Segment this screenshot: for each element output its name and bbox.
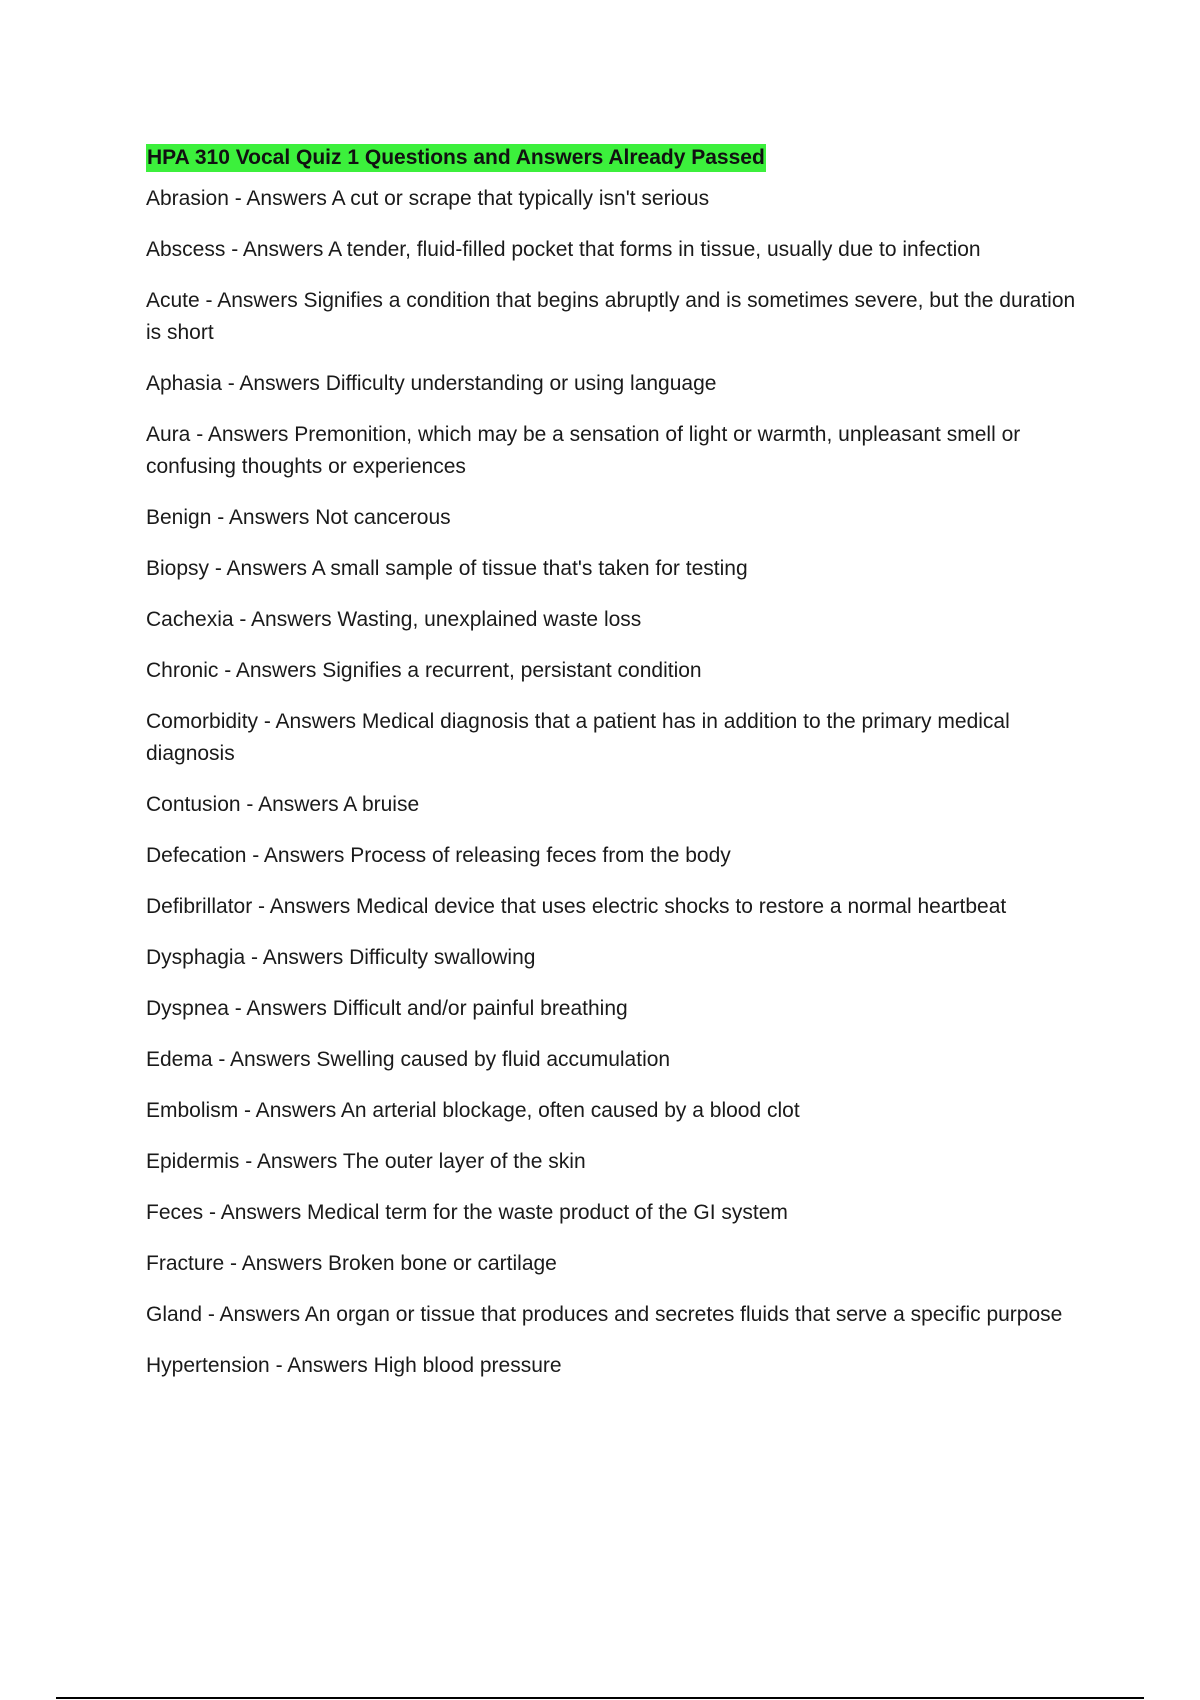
term-entry-embolism: Embolism - Answers An arterial blockage, often caused by a blood clot bbox=[146, 1099, 800, 1122]
term-entry-defecation: Defecation - Answers Process of releasing feces from the body bbox=[146, 844, 731, 867]
term-entry-contusion: Contusion - Answers A bruise bbox=[146, 793, 420, 816]
term-entry-biopsy: Biopsy - Answers A small sample of tissue that's taken for testing bbox=[146, 557, 748, 580]
term-entry-benign: Benign - Answers Not cancerous bbox=[146, 506, 451, 529]
term-entry-dyspnea: Dyspnea - Answers Difficult and/or painful breathing bbox=[146, 997, 628, 1020]
term-entry-defibrillator: Defibrillator - Answers Medical device that uses electric shocks to restore a normal heartbeat bbox=[146, 895, 1007, 918]
document-page bbox=[146, 144, 1086, 1401]
term-entry-cachexia: Cachexia - Answers Wasting, unexplained waste loss bbox=[146, 608, 642, 631]
term-entry-fracture: Fracture - Answers Broken bone or cartilage bbox=[146, 1252, 557, 1275]
term-entry-feces: Feces - Answers Medical term for the waste product of the GI system bbox=[146, 1201, 788, 1224]
term-entry-dysphagia: Dysphagia - Answers Difficulty swallowing bbox=[146, 946, 536, 969]
term-entry-hypertension: Hypertension - Answers High blood pressure bbox=[146, 1354, 562, 1377]
term-entry-epidermis: Epidermis - Answers The outer layer of the skin bbox=[146, 1150, 586, 1173]
term-entry-edema: Edema - Answers Swelling caused by fluid accumulation bbox=[146, 1048, 671, 1071]
term-entry-gland: Gland - Answers An organ or tissue that produces and secretes fluids that serve a specific purpose bbox=[146, 1303, 1063, 1326]
term-entry-aura: Aura - Answers Premonition, which may be a sensation of light or warmth, unpleasant smell or confusing thoughts or experiences bbox=[146, 423, 1021, 478]
document-title: HPA 310 Vocal Quiz 1 Questions and Answers Already Passed bbox=[146, 144, 766, 172]
term-entry-abscess: Abscess - Answers A tender, fluid-filled pocket that forms in tissue, usually due to infection bbox=[146, 238, 981, 261]
term-entry-aphasia: Aphasia - Answers Difficulty understanding or using language bbox=[146, 372, 717, 395]
footer-divider bbox=[56, 1697, 1144, 1699]
term-entry-abrasion: Abrasion - Answers A cut or scrape that typically isn't serious bbox=[146, 187, 710, 210]
term-entry-chronic: Chronic - Answers Signifies a recurrent, persistant condition bbox=[146, 659, 702, 682]
term-entry-acute: Acute - Answers Signifies a condition that begins abruptly and is sometimes severe, but the duration is short bbox=[146, 289, 1076, 344]
term-entry-comorbidity: Comorbidity - Answers Medical diagnosis that a patient has in addition to the primary medical diagnosis bbox=[146, 710, 1010, 765]
